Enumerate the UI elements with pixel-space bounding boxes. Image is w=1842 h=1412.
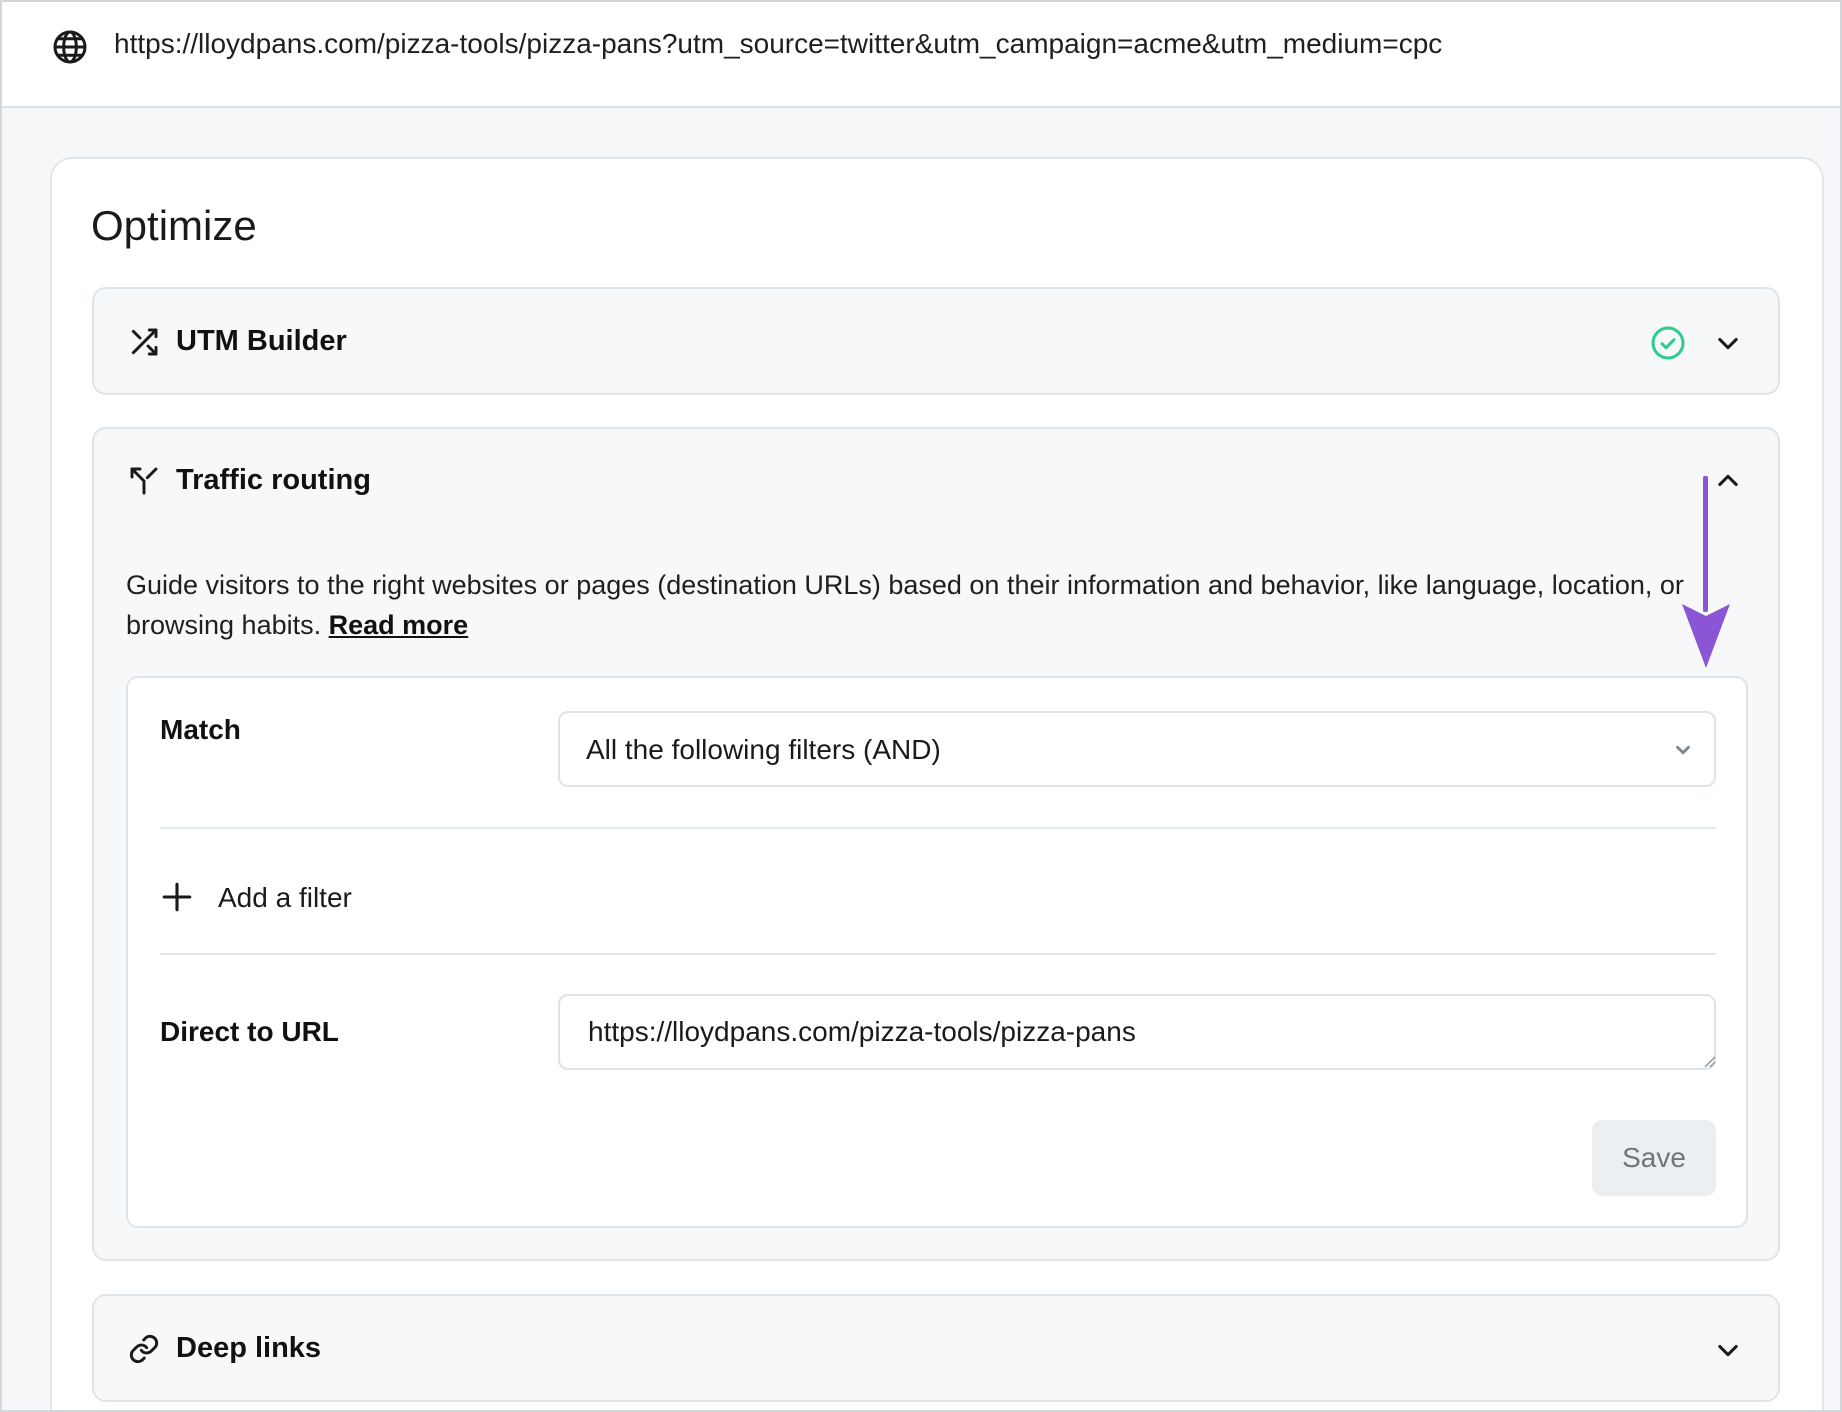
chevron-down-icon [1672, 739, 1694, 761]
browser-url-text[interactable]: https://lloydpans.com/pizza-tools/pizza-pans?utm_source=twitter&utm_campaign=acme&utm_medium=cpc [114, 28, 1443, 59]
traffic-description-text: Guide visitors to the right websites or pages (destination URLs) based on their information and behavior, like language, location, or browsing habits. [126, 570, 1684, 640]
section-utm-builder[interactable] [92, 287, 1780, 395]
section-deep-links[interactable] [92, 1294, 1780, 1402]
chevron-down-icon[interactable] [1714, 1336, 1742, 1364]
section-utm-label: UTM Builder [176, 325, 347, 357]
page-title: Optimize [91, 202, 257, 249]
plus-icon [160, 880, 194, 914]
add-filter-label: Add a filter [218, 882, 352, 913]
check-circle-icon [1650, 325, 1686, 361]
section-traffic-routing [92, 427, 1780, 1261]
add-filter-button[interactable] [160, 874, 400, 922]
direct-url-input[interactable]: https://lloydpans.com/pizza-tools/pizza-pans [558, 994, 1716, 1070]
section-deep-links-label: Deep links [176, 1332, 322, 1364]
globe-icon [52, 29, 88, 65]
split-route-icon [128, 465, 160, 497]
annotation-arrow-icon [1678, 476, 1734, 668]
direct-to-url-label: Direct to URL [160, 1016, 339, 1047]
traffic-description [126, 565, 1766, 645]
resize-handle-icon[interactable] [1702, 1054, 1716, 1068]
divider [160, 953, 1716, 955]
divider [160, 827, 1716, 829]
section-traffic-label: Traffic routing [176, 464, 371, 496]
match-select-value: All the following filters (AND) [586, 734, 941, 765]
read-more-link[interactable]: Read more [328, 610, 469, 640]
shuffle-icon [128, 326, 160, 358]
routing-rule-panel [126, 676, 1748, 1228]
chevron-down-icon[interactable] [1714, 329, 1742, 357]
link-icon [128, 1333, 160, 1365]
save-button[interactable]: Save [1592, 1120, 1716, 1196]
match-label: Match [160, 714, 241, 745]
browser-url-bar[interactable] [2, 2, 1840, 108]
match-select[interactable] [558, 711, 1716, 787]
